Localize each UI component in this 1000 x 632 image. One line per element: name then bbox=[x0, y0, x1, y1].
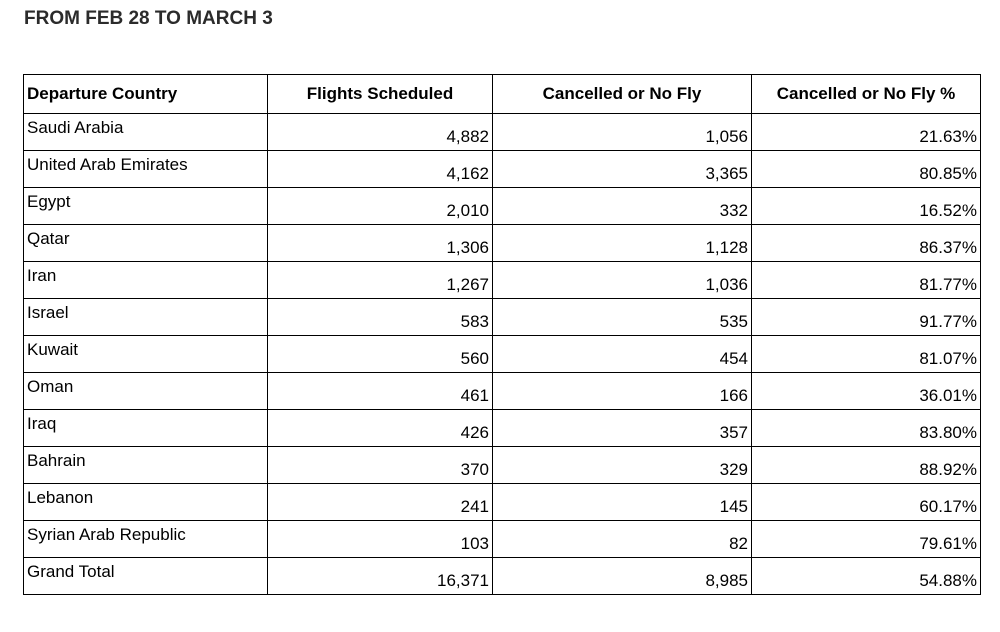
cell-flights-scheduled: 1,267 bbox=[268, 262, 493, 299]
cell-departure-country: Saudi Arabia bbox=[24, 114, 268, 151]
cell-cancelled-pct: 83.80% bbox=[752, 410, 981, 447]
table-row bbox=[24, 151, 981, 188]
cell-departure-country: Iraq bbox=[24, 410, 268, 447]
column-header-cancelled-or-no-fly: Cancelled or No Fly bbox=[493, 75, 752, 114]
cell-cancelled-or-no-fly: 8,985 bbox=[493, 558, 752, 595]
cell-flights-scheduled: 1,306 bbox=[268, 225, 493, 262]
table-row bbox=[24, 114, 981, 151]
table-row bbox=[24, 484, 981, 521]
cell-cancelled-pct: 88.92% bbox=[752, 447, 981, 484]
table-body bbox=[24, 114, 981, 595]
cell-departure-country: Grand Total bbox=[24, 558, 268, 595]
cell-cancelled-or-no-fly: 166 bbox=[493, 373, 752, 410]
cell-cancelled-pct: 80.85% bbox=[752, 151, 981, 188]
cell-departure-country: Egypt bbox=[24, 188, 268, 225]
cell-departure-country: Israel bbox=[24, 299, 268, 336]
cell-cancelled-pct: 86.37% bbox=[752, 225, 981, 262]
cell-cancelled-pct: 54.88% bbox=[752, 558, 981, 595]
cell-cancelled-pct: 21.63% bbox=[752, 114, 981, 151]
flights-table bbox=[23, 74, 981, 595]
column-header-flights-scheduled: Flights Scheduled bbox=[268, 75, 493, 114]
cell-cancelled-or-no-fly: 1,056 bbox=[493, 114, 752, 151]
cell-cancelled-or-no-fly: 357 bbox=[493, 410, 752, 447]
cell-cancelled-or-no-fly: 332 bbox=[493, 188, 752, 225]
cell-departure-country: Bahrain bbox=[24, 447, 268, 484]
cell-departure-country: Iran bbox=[24, 262, 268, 299]
cell-flights-scheduled: 370 bbox=[268, 447, 493, 484]
cell-cancelled-pct: 81.77% bbox=[752, 262, 981, 299]
table-row bbox=[24, 521, 981, 558]
table-row bbox=[24, 447, 981, 484]
cell-cancelled-or-no-fly: 329 bbox=[493, 447, 752, 484]
cell-cancelled-pct: 81.07% bbox=[752, 336, 981, 373]
table-row bbox=[24, 336, 981, 373]
cell-flights-scheduled: 560 bbox=[268, 336, 493, 373]
cell-cancelled-pct: 16.52% bbox=[752, 188, 981, 225]
cell-flights-scheduled: 2,010 bbox=[268, 188, 493, 225]
cell-departure-country: Qatar bbox=[24, 225, 268, 262]
cell-departure-country: Lebanon bbox=[24, 484, 268, 521]
cell-flights-scheduled: 16,371 bbox=[268, 558, 493, 595]
cell-flights-scheduled: 4,882 bbox=[268, 114, 493, 151]
cell-departure-country: Syrian Arab Republic bbox=[24, 521, 268, 558]
cell-cancelled-or-no-fly: 454 bbox=[493, 336, 752, 373]
cell-flights-scheduled: 583 bbox=[268, 299, 493, 336]
cell-cancelled-pct: 60.17% bbox=[752, 484, 981, 521]
cell-cancelled-pct: 79.61% bbox=[752, 521, 981, 558]
table-header-row bbox=[24, 75, 981, 114]
cell-cancelled-pct: 36.01% bbox=[752, 373, 981, 410]
cell-departure-country: United Arab Emirates bbox=[24, 151, 268, 188]
table-row bbox=[24, 410, 981, 447]
cell-flights-scheduled: 4,162 bbox=[268, 151, 493, 188]
page-title: FROM FEB 28 TO MARCH 3 bbox=[24, 8, 273, 29]
table-row bbox=[24, 373, 981, 410]
cell-flights-scheduled: 426 bbox=[268, 410, 493, 447]
cell-cancelled-or-no-fly: 82 bbox=[493, 521, 752, 558]
cell-cancelled-or-no-fly: 3,365 bbox=[493, 151, 752, 188]
cell-cancelled-or-no-fly: 535 bbox=[493, 299, 752, 336]
table-row bbox=[24, 299, 981, 336]
cell-flights-scheduled: 103 bbox=[268, 521, 493, 558]
cell-flights-scheduled: 241 bbox=[268, 484, 493, 521]
cell-departure-country: Oman bbox=[24, 373, 268, 410]
cell-cancelled-pct: 91.77% bbox=[752, 299, 981, 336]
column-header-cancelled-pct: Cancelled or No Fly % bbox=[752, 75, 981, 114]
cell-cancelled-or-no-fly: 1,128 bbox=[493, 225, 752, 262]
column-header-departure-country: Departure Country bbox=[24, 75, 268, 114]
cell-departure-country: Kuwait bbox=[24, 336, 268, 373]
cell-flights-scheduled: 461 bbox=[268, 373, 493, 410]
cell-cancelled-or-no-fly: 1,036 bbox=[493, 262, 752, 299]
table-row bbox=[24, 262, 981, 299]
cell-cancelled-or-no-fly: 145 bbox=[493, 484, 752, 521]
table-row bbox=[24, 225, 981, 262]
table-total-row bbox=[24, 558, 981, 595]
table-row bbox=[24, 188, 981, 225]
